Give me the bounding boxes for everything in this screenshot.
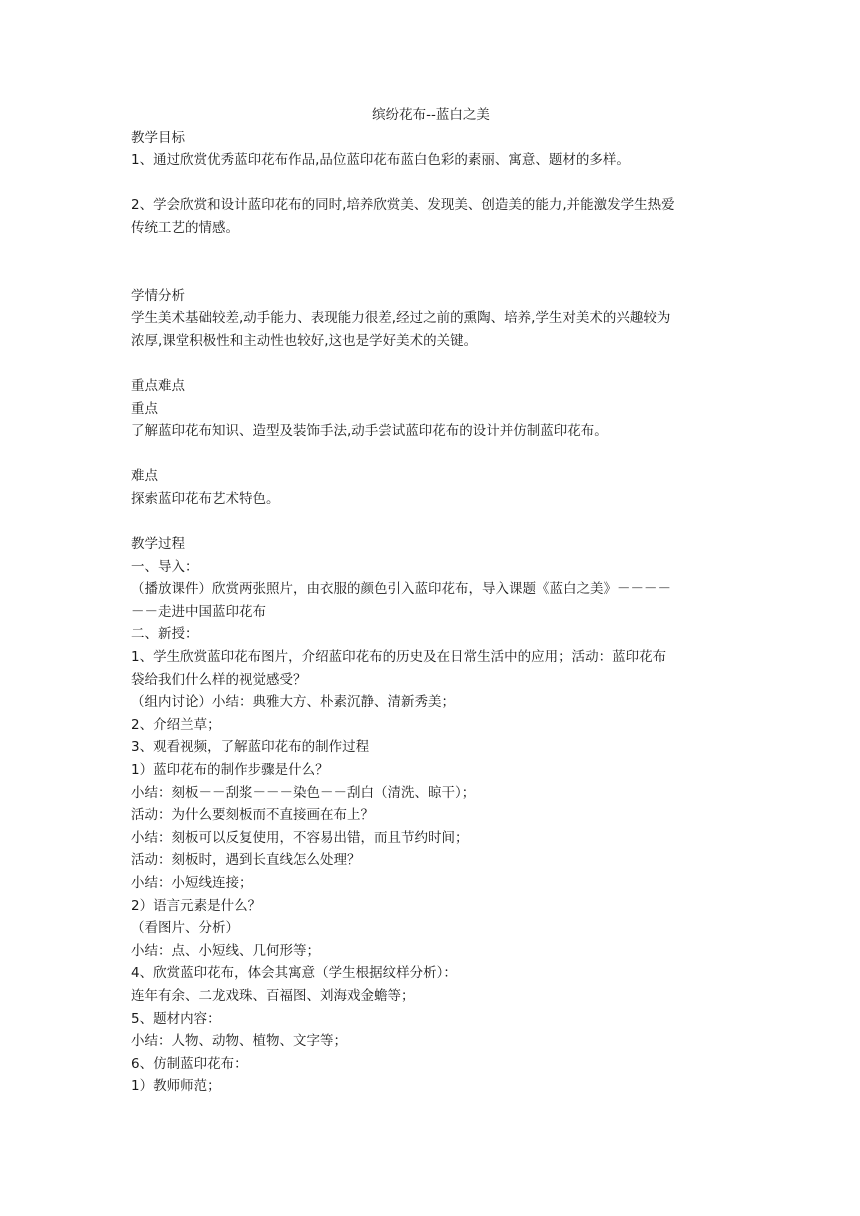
paragraph-line: 传统工艺的情感。	[131, 219, 239, 236]
process-line: －－走进中国蓝印花布	[131, 603, 266, 620]
process-line: 3、观看视频，了解蓝印花布的制作过程	[131, 739, 370, 756]
paragraph-line: 2、学会欣赏和设计蓝印花布的同时,培养欣赏美、发现美、创造美的能力,并能激发学生热爱	[131, 197, 675, 214]
process-line: 小结：刻板可以反复使用，不容易出错，而且节约时间；	[131, 829, 469, 846]
process-line: 小结：小短线连接；	[131, 875, 253, 891]
process-line: 连年有余、二龙戏珠、百福图、刘海戏金蟾等；	[131, 987, 415, 1004]
blank-line	[131, 352, 731, 375]
section-heading-objectives: 教学目标	[131, 129, 185, 146]
blank-line	[131, 443, 731, 466]
process-line: 活动：刻板时，遇到长直线怎么处理？	[131, 852, 361, 869]
section-heading-analysis: 学情分析	[131, 287, 185, 304]
process-line: （播放课件）欣赏两张照片，由衣服的颜色引入蓝印花布，导入课题《蓝白之美》－－－－	[131, 581, 671, 598]
blank-line	[131, 240, 731, 285]
process-line: 2、介绍兰草；	[131, 716, 221, 733]
document-body	[131, 104, 731, 1098]
paragraph-line: 浓厚,课堂积极性和主动性也较好,这也是学好美术的关键。	[131, 332, 478, 349]
process-line: 活动：为什么要刻板而不直接画在布上？	[131, 807, 374, 824]
process-line: 2）语言元素是什么？	[131, 897, 262, 914]
process-line: 小结：刻板－－刮浆－－－染色－－刮白（清洗、晾干）；	[131, 784, 476, 801]
section-heading-process: 教学过程	[131, 536, 185, 553]
process-line: （看图片、分析）	[131, 920, 239, 937]
process-line: 1）教师师范；	[131, 1078, 221, 1095]
process-line: （组内讨论）小结：典雅大方、朴素沉静、清新秀美；	[131, 694, 455, 711]
subheading-key: 重点	[131, 400, 158, 417]
process-line: 5、题材内容：	[131, 1010, 221, 1027]
document-title: 缤纷花布--蓝白之美	[372, 107, 490, 123]
process-line: 6、仿制蓝印花布：	[131, 1055, 248, 1072]
process-line: 4、欣赏蓝印花布，体会其寓意（学生根据纹样分析）：	[131, 965, 457, 982]
paragraph-line: 探索蓝印花布艺术特色。	[131, 490, 280, 507]
process-line: 小结：点、小短线、几何形等；	[131, 942, 320, 959]
section-heading-key-points: 重点难点	[131, 377, 185, 394]
process-line: 一、导入：	[131, 558, 199, 575]
blank-line	[131, 172, 731, 195]
paragraph-line: 学生美术基础较差,动手能力、表现能力很差,经过之前的熏陶、培养,学生对美术的兴趣较为	[131, 310, 671, 327]
process-line: 袋给我们什么样的视觉感受？	[131, 671, 307, 688]
subheading-difficulty: 难点	[131, 468, 158, 485]
paragraph-line: 1、通过欣赏优秀蓝印花布作品,品位蓝印花布蓝白色彩的素丽、寓意、题材的多样。	[131, 152, 630, 169]
process-line: 二、新授：	[131, 626, 199, 643]
process-line: 小结：人物、动物、植物、文字等；	[131, 1033, 347, 1050]
process-line: 1）蓝印花布的制作步骤是什么？	[131, 762, 329, 779]
blank-line	[131, 511, 731, 534]
process-line: 1、学生欣赏蓝印花布图片，介绍蓝印花布的历史及在日常生活中的应用；活动：蓝印花布	[131, 649, 667, 666]
paragraph-line: 了解蓝印花布知识、造型及装饰手法,动手尝试蓝印花布的设计并仿制蓝印花布。	[131, 423, 608, 440]
